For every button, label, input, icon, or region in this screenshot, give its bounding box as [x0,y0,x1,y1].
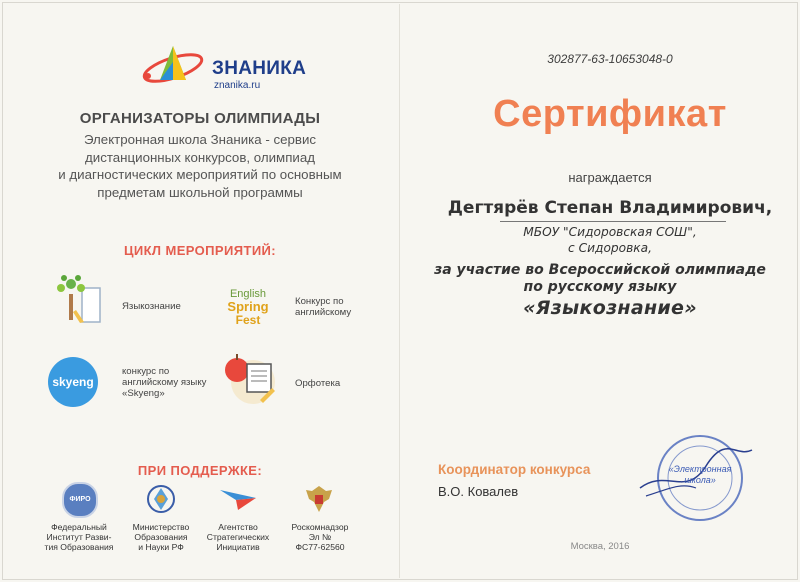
logo-line: Fest [235,313,261,327]
label-line: ФС77-62560 [295,542,345,552]
support-title: ПРИ ПОДДЕРЖКЕ: [137,463,263,478]
logo-line: English [229,288,267,300]
school-info [470,224,750,256]
firo-emblem-icon [62,482,98,518]
event-label: Конкурс по английскому [295,296,352,318]
participation-line: за участие во Всероссийской олимпиаде [434,262,766,278]
label-line: Образования [134,532,188,542]
firo-logo-text: ФИРО [69,496,91,503]
brand-name: ЗНАНИКА [212,58,307,79]
support-label [196,522,280,552]
description-line: Электронная школа Знаника - сервис [83,132,317,147]
participation-text [410,262,790,296]
label-line: тия Образования [44,542,114,552]
stamp-text [668,464,732,486]
label-line: Институт Разви- [46,532,112,542]
label-line: Агентство [218,522,258,532]
asi-arrow-icon [218,486,258,512]
logo-line: Spring [227,299,269,314]
olympiad-name: «Языкознание» [523,297,697,319]
place-year: Москва, 2016 [570,541,630,552]
brand-url: znanika.ru [214,80,261,91]
label-line: Инициатив [216,542,260,552]
participation-line: по русскому языку [523,279,677,295]
certificate-title: Сертификат [493,93,727,135]
label-line: Федеральный [51,522,107,532]
apple-book-icon [220,348,282,406]
tree-book-icon [42,266,104,328]
skyeng-icon [48,357,98,407]
label-line: Министерство [132,522,190,532]
recipient-name: Дегтярёв Степан Владимирович, [447,198,773,218]
coordinator-name: В.О. Ковалев [438,484,519,499]
label-line: Эл № [308,532,332,542]
organizers-title: ОРГАНИЗАТОРЫ ОЛИМПИАДЫ [79,110,321,127]
eagle-emblem-icon [304,482,334,516]
description-line: предметам школьной программы [97,184,303,200]
label-line: и Науки РФ [138,542,184,552]
center-fold [399,4,400,578]
description-line: и диагностических мероприятий по основным [58,167,342,182]
coordinator-title: Координатор конкурса [438,462,591,477]
name-underline [500,221,726,222]
support-label [278,522,362,552]
support-label [36,522,122,552]
znanika-logo-icon [140,40,206,94]
label-line: Роскомнадзор [291,522,349,532]
serial-number: 302877-63-10653048-0 [547,52,673,66]
school-line: с Сидоровка, [568,241,652,255]
ministry-emblem-icon [146,482,176,516]
skyeng-logo-text: skyeng [52,375,94,389]
event-label: конкурс по английскому языку «Skyeng» [122,366,207,399]
label-line: Стратегических [206,532,270,542]
event-label: Языкознание [122,301,181,312]
event-label: Орфотека [295,378,341,389]
stamp-line: школа» [684,475,716,485]
events-title: ЦИКЛ МЕРОПРИЯТИЙ: [123,243,277,258]
school-line: МБОУ "Сидоровская СОШ", [523,225,697,239]
stamp-line: «Электронная [668,464,732,474]
support-label [118,522,204,552]
awarded-text: награждается [568,170,652,185]
organizers-description [30,131,370,201]
description-line: дистанционных конкурсов, олимпиад [85,149,315,165]
english-spring-fest-icon [218,288,278,327]
